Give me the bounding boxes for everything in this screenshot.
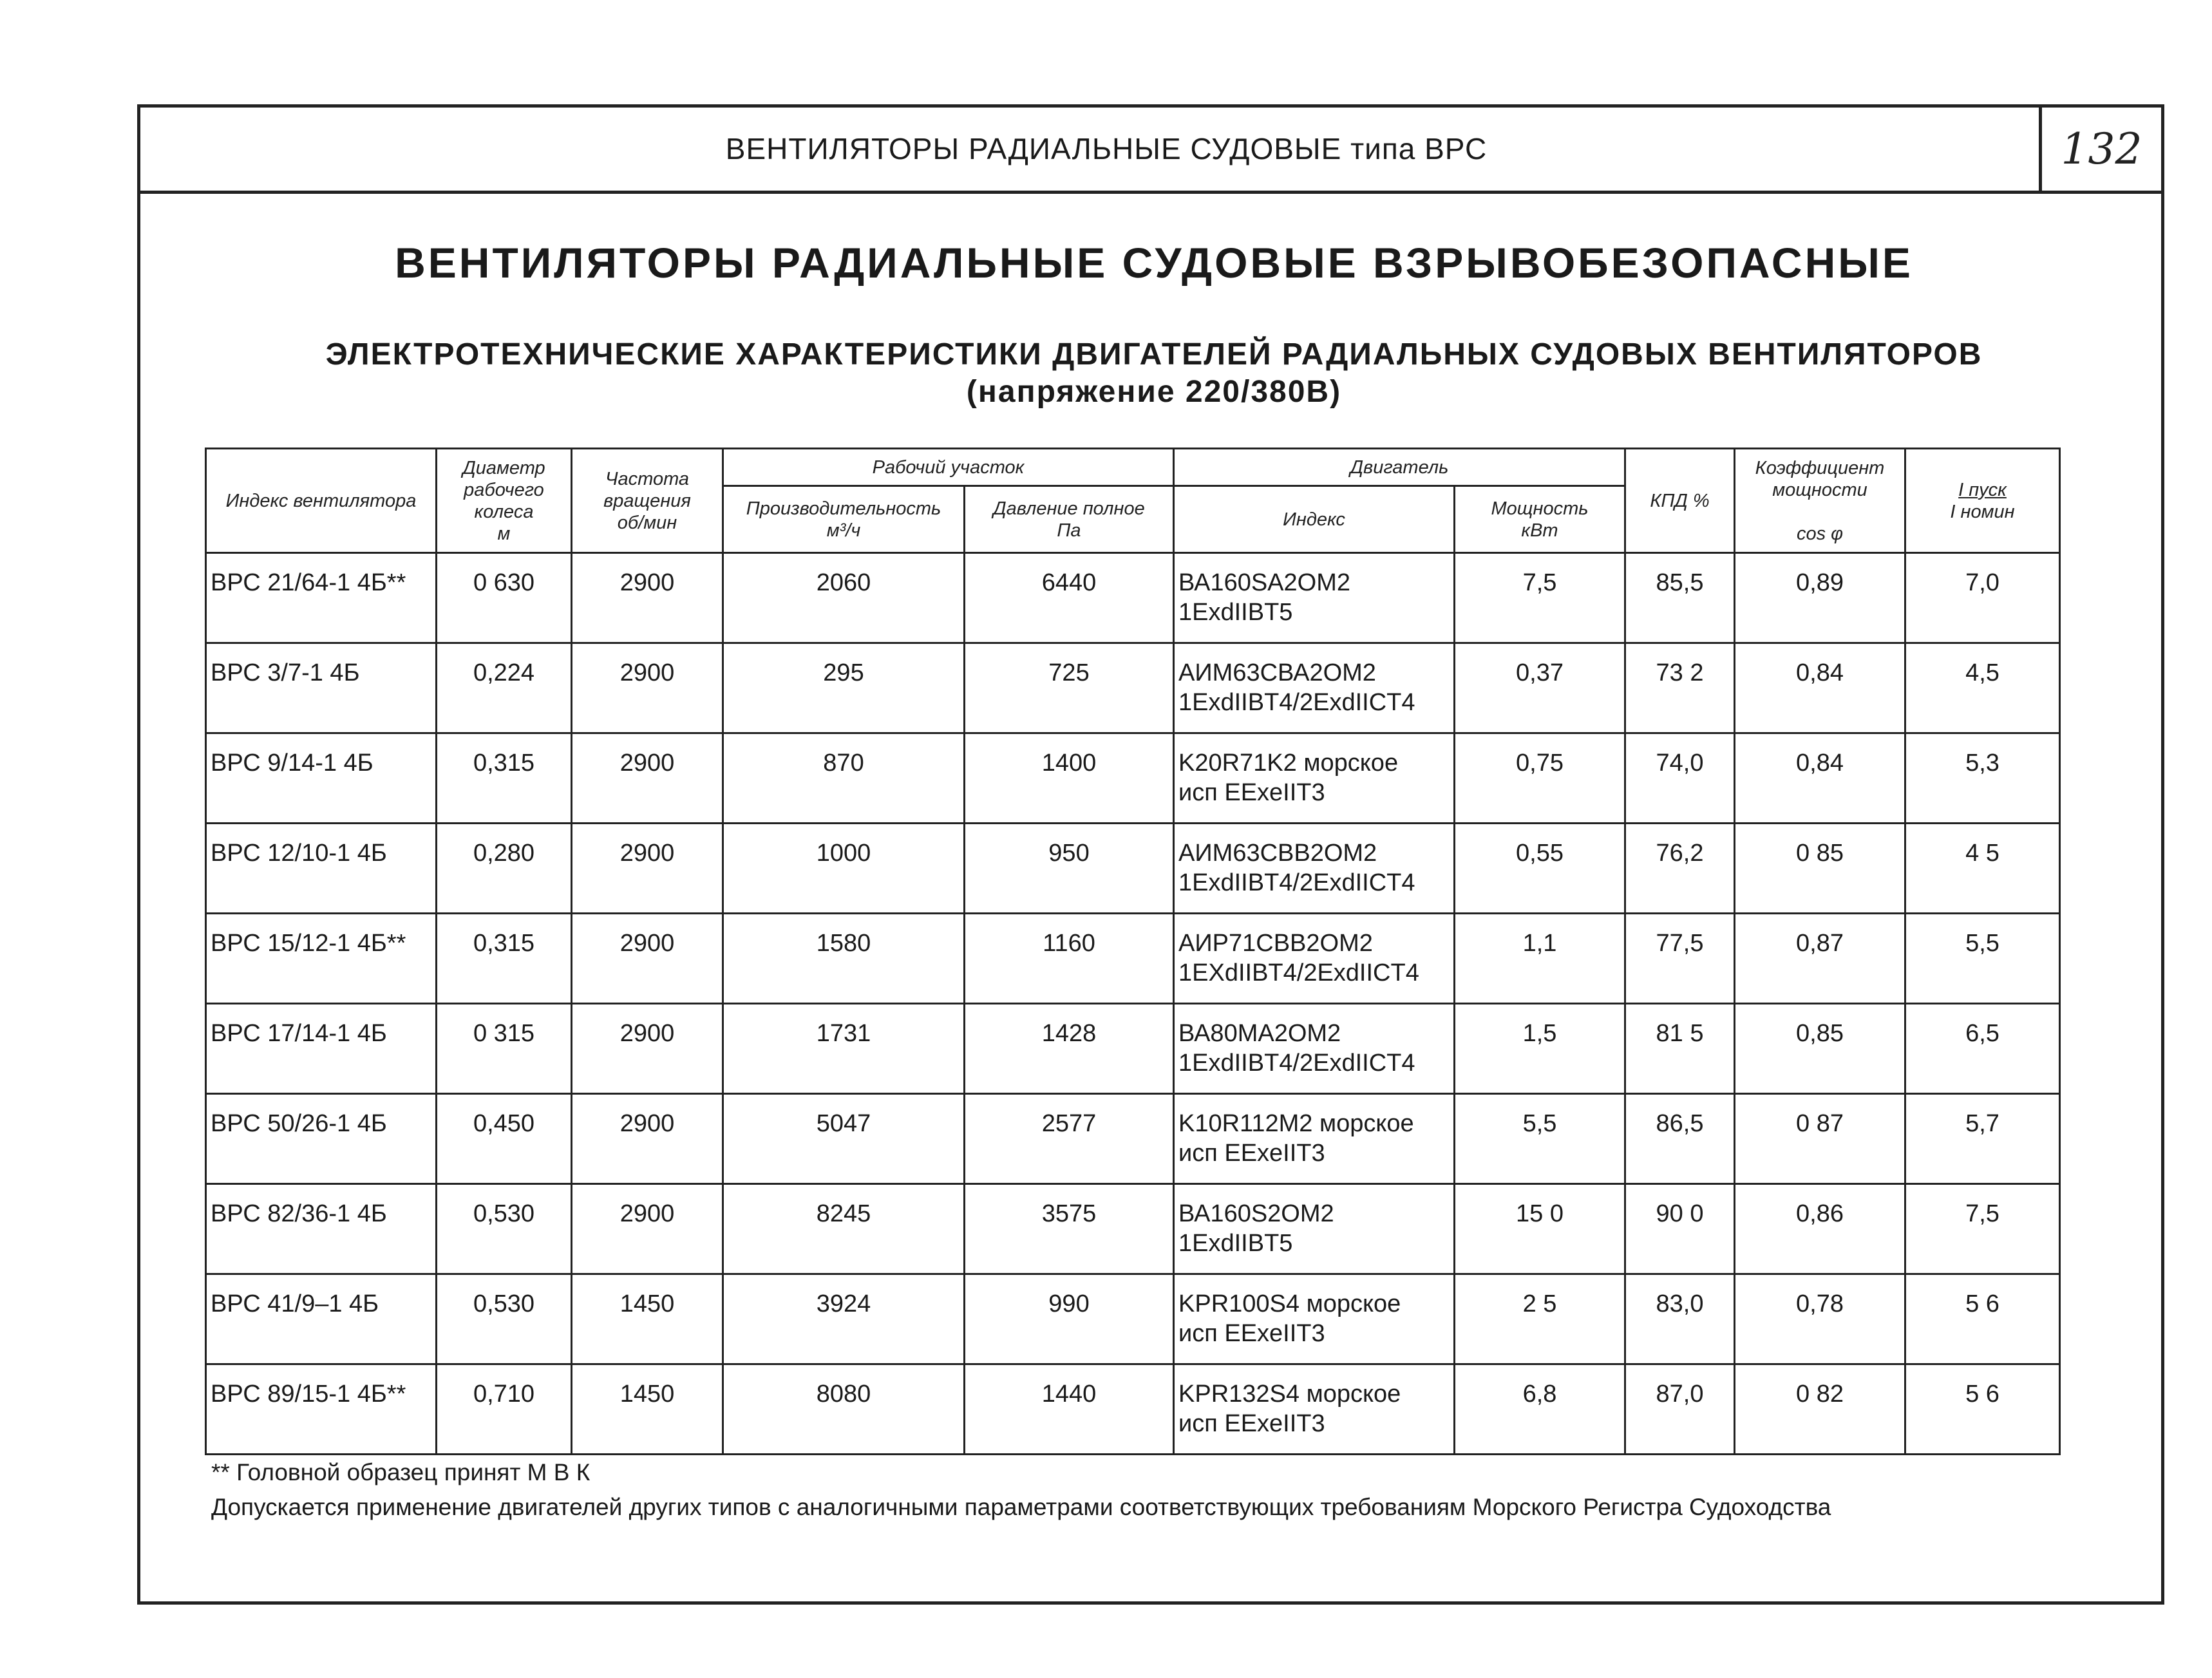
- subtitle: [140, 336, 2168, 411]
- cell-cos: 0,89: [1735, 553, 1905, 643]
- cell-power: 0,37: [1455, 643, 1625, 733]
- cell-motor-index: [1174, 824, 1455, 914]
- cell-efficiency: 73 2: [1625, 643, 1735, 733]
- cell-speed: 1450: [572, 1364, 723, 1455]
- cell-index: ВРС 41/9–1 4Б: [206, 1274, 437, 1364]
- cell-pressure: 1428: [965, 1004, 1174, 1094]
- cell-index: ВРС 17/14-1 4Б: [206, 1004, 437, 1094]
- cell-capacity: 5047: [723, 1094, 965, 1184]
- cell-ratio: 5 6: [1905, 1274, 2060, 1364]
- motor-protection: исп EExeIIT3: [1178, 1410, 1325, 1437]
- cell-power: 7,5: [1455, 553, 1625, 643]
- cell-capacity: 2060: [723, 553, 965, 643]
- cell-ratio: 5 6: [1905, 1364, 2060, 1455]
- motor-model: K20R71K2 морское: [1178, 749, 1399, 777]
- motor-model: ВА160S2ОМ2: [1178, 1200, 1334, 1227]
- cell-ratio: 5,3: [1905, 733, 2060, 824]
- cell-diameter: 0,280: [437, 824, 572, 914]
- cell-pressure: 990: [965, 1274, 1174, 1364]
- cell-diameter: 0,530: [437, 1274, 572, 1364]
- header-motor-index: Индекс: [1174, 486, 1455, 553]
- cell-index: ВРС 82/36-1 4Б: [206, 1184, 437, 1274]
- cell-motor-index: [1174, 1274, 1455, 1364]
- table-row: [206, 733, 2060, 824]
- cell-power: 1,1: [1455, 914, 1625, 1004]
- cell-pressure: 6440: [965, 553, 1174, 643]
- motor-model: ВА160SA2ОМ2: [1178, 569, 1351, 596]
- motor-model: АИМ63СВА2ОМ2: [1178, 659, 1376, 686]
- footnotes: [211, 1455, 1831, 1525]
- cell-ratio: 5,5: [1905, 914, 2060, 1004]
- motor-protection: 1ExdIIBT4/2ExdIICT4: [1178, 1050, 1415, 1077]
- cell-diameter: 0,710: [437, 1364, 572, 1455]
- motor-model: АИМ63СВВ2ОМ2: [1178, 840, 1377, 867]
- cell-power: 15 0: [1455, 1184, 1625, 1274]
- table-row: [206, 824, 2060, 914]
- motor-protection: исп EExeIIT3: [1178, 779, 1325, 806]
- cell-efficiency: 74,0: [1625, 733, 1735, 824]
- motor-model: АИР71СВВ2ОМ2: [1178, 930, 1373, 957]
- cell-index: ВРС 9/14-1 4Б: [206, 733, 437, 824]
- cell-motor-index: [1174, 643, 1455, 733]
- cell-pressure: 950: [965, 824, 1174, 914]
- cell-index: ВРС 12/10-1 4Б: [206, 824, 437, 914]
- cell-ratio: 4 5: [1905, 824, 2060, 914]
- cell-cos: 0,78: [1735, 1274, 1905, 1364]
- cell-efficiency: 86,5: [1625, 1094, 1735, 1184]
- cell-diameter: 0,315: [437, 914, 572, 1004]
- motor-model: ВА80МА2ОМ2: [1178, 1020, 1341, 1047]
- cell-capacity: 1731: [723, 1004, 965, 1094]
- cell-speed: 2900: [572, 553, 723, 643]
- cell-cos: 0 87: [1735, 1094, 1905, 1184]
- cell-motor-index: [1174, 733, 1455, 824]
- header-work-section: Рабочий участок: [723, 449, 1174, 486]
- subtitle-line1: ЭЛЕКТРОТЕХНИЧЕСКИЕ ХАРАКТЕРИСТИКИ ДВИГАТЕЛЕЙ РАДИАЛЬНЫХ СУДОВЫХ ВЕНТИЛЯТОРОВ: [325, 337, 1983, 372]
- cell-pressure: 1400: [965, 733, 1174, 824]
- cell-speed: 2900: [572, 824, 723, 914]
- header-efficiency: КПД %: [1625, 449, 1735, 553]
- cell-pressure: 1440: [965, 1364, 1174, 1455]
- motor-protection: 1ExdIIBT5: [1178, 1230, 1293, 1257]
- motor-protection: 1EXdIIBT4/2ExdIICT4: [1178, 959, 1419, 986]
- table-header: [206, 449, 2060, 553]
- cell-efficiency: 77,5: [1625, 914, 1735, 1004]
- motor-model: KPR100S4 морское: [1178, 1290, 1401, 1317]
- cell-cos: 0 82: [1735, 1364, 1905, 1455]
- header-power-factor: Коэффициент мощности cos φ: [1735, 449, 1905, 553]
- cell-ratio: 7,0: [1905, 553, 2060, 643]
- cell-ratio: 4,5: [1905, 643, 2060, 733]
- table-row: [206, 914, 2060, 1004]
- cell-efficiency: 87,0: [1625, 1364, 1735, 1455]
- motor-protection: 1ExdIIBT4/2ExdIICT4: [1178, 869, 1415, 896]
- cell-ratio: 6,5: [1905, 1004, 2060, 1094]
- header-motor: Двигатель: [1174, 449, 1625, 486]
- cell-speed: 1450: [572, 1274, 723, 1364]
- cell-index: ВРС 3/7-1 4Б: [206, 643, 437, 733]
- cell-speed: 2900: [572, 1004, 723, 1094]
- header-title: ВЕНТИЛЯТОРЫ РАДИАЛЬНЫЕ СУДОВЫЕ типа ВРС: [725, 132, 1488, 165]
- cell-cos: 0,87: [1735, 914, 1905, 1004]
- table-body: [206, 553, 2060, 1455]
- cell-capacity: 8080: [723, 1364, 965, 1455]
- header-diameter: Диаметр рабочего колеса м: [437, 449, 572, 553]
- cell-index: ВРС 89/15-1 4Б**: [206, 1364, 437, 1455]
- cell-index: ВРС 50/26-1 4Б: [206, 1094, 437, 1184]
- motor-protection: 1ExdIIBT4/2ExdIICT4: [1178, 689, 1415, 716]
- table-row: [206, 643, 2060, 733]
- specifications-table: [205, 448, 2061, 1455]
- table-row: [206, 1184, 2060, 1274]
- cell-capacity: 870: [723, 733, 965, 824]
- cell-diameter: 0 630: [437, 553, 572, 643]
- motor-protection: исп EExeIIT3: [1178, 1140, 1325, 1167]
- cell-pressure: 2577: [965, 1094, 1174, 1184]
- cell-pressure: 725: [965, 643, 1174, 733]
- cell-motor-index: [1174, 1094, 1455, 1184]
- cell-efficiency: 90 0: [1625, 1184, 1735, 1274]
- cell-index: ВРС 21/64-1 4Б**: [206, 553, 437, 643]
- sheet-number-box: [2039, 108, 2161, 191]
- table-row: [206, 1364, 2060, 1455]
- cell-diameter: 0,530: [437, 1184, 572, 1274]
- footnote-head-sample: ** Головной образец принят М В К: [211, 1459, 591, 1485]
- cell-power: 0,55: [1455, 824, 1625, 914]
- subtitle-line2: (напряжение 220/380В): [966, 375, 1342, 409]
- header-bar: [140, 108, 2161, 194]
- cell-cos: 0 85: [1735, 824, 1905, 914]
- header-power: Мощность кВт: [1455, 486, 1625, 553]
- header-capacity: Производительность м³/ч: [723, 486, 965, 553]
- header-current-ratio: I пуск I номин: [1905, 449, 2060, 553]
- table-row: [206, 1274, 2060, 1364]
- cell-pressure: 1160: [965, 914, 1174, 1004]
- cell-capacity: 1580: [723, 914, 965, 1004]
- table-row: [206, 553, 2060, 643]
- footnote-substitution: Допускается применение двигателей других типов с аналогичными параметрами соответствующих требованиям Морского Регистра Судоходства: [211, 1494, 1831, 1520]
- cell-speed: 2900: [572, 914, 723, 1004]
- header-index: Индекс вентилятора: [206, 449, 437, 553]
- cell-diameter: 0,315: [437, 733, 572, 824]
- cell-speed: 2900: [572, 643, 723, 733]
- motor-protection: 1ExdIIBT5: [1178, 599, 1293, 626]
- cell-cos: 0,84: [1735, 643, 1905, 733]
- cell-efficiency: 76,2: [1625, 824, 1735, 914]
- sheet-number: 132: [2061, 124, 2142, 174]
- cell-power: 0,75: [1455, 733, 1625, 824]
- cell-cos: 0,85: [1735, 1004, 1905, 1094]
- cell-capacity: 8245: [723, 1184, 965, 1274]
- table-row: [206, 1094, 2060, 1184]
- motor-model: K10R112M2 морское: [1178, 1110, 1414, 1137]
- cell-motor-index: [1174, 1184, 1455, 1274]
- main-title: ВЕНТИЛЯТОРЫ РАДИАЛЬНЫЕ СУДОВЫЕ ВЗРЫВОБЕЗОПАСНЫЕ: [395, 239, 1913, 287]
- cell-pressure: 3575: [965, 1184, 1174, 1274]
- cell-cos: 0,84: [1735, 733, 1905, 824]
- cell-efficiency: 83,0: [1625, 1274, 1735, 1364]
- cell-diameter: 0,224: [437, 643, 572, 733]
- cell-capacity: 295: [723, 643, 965, 733]
- header-pressure: Давление полное Па: [965, 486, 1174, 553]
- cell-speed: 2900: [572, 1094, 723, 1184]
- cell-cos: 0,86: [1735, 1184, 1905, 1274]
- motor-model: KPR132S4 морское: [1178, 1381, 1401, 1408]
- cell-motor-index: [1174, 553, 1455, 643]
- cell-ratio: 7,5: [1905, 1184, 2060, 1274]
- cell-power: 6,8: [1455, 1364, 1625, 1455]
- cell-power: 1,5: [1455, 1004, 1625, 1094]
- cell-capacity: 3924: [723, 1274, 965, 1364]
- table-row: [206, 1004, 2060, 1094]
- cell-power: 5,5: [1455, 1094, 1625, 1184]
- cell-diameter: 0 315: [437, 1004, 572, 1094]
- cell-power: 2 5: [1455, 1274, 1625, 1364]
- cell-diameter: 0,450: [437, 1094, 572, 1184]
- cell-index: ВРС 15/12-1 4Б**: [206, 914, 437, 1004]
- document-frame: [137, 104, 2164, 1605]
- cell-speed: 2900: [572, 733, 723, 824]
- cell-efficiency: 81 5: [1625, 1004, 1735, 1094]
- cell-motor-index: [1174, 1364, 1455, 1455]
- cell-efficiency: 85,5: [1625, 553, 1735, 643]
- header-speed: Частота вращения об/мин: [572, 449, 723, 553]
- motor-protection: исп EExeIIT3: [1178, 1320, 1325, 1347]
- cell-motor-index: [1174, 914, 1455, 1004]
- cell-ratio: 5,7: [1905, 1094, 2060, 1184]
- cell-motor-index: [1174, 1004, 1455, 1094]
- cell-capacity: 1000: [723, 824, 965, 914]
- cell-speed: 2900: [572, 1184, 723, 1274]
